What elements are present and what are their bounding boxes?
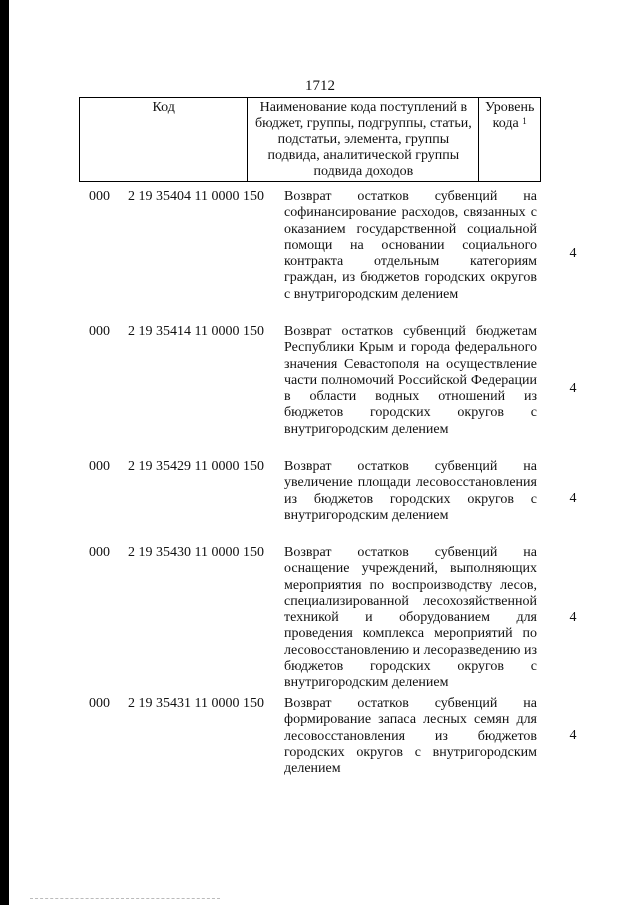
row-code-prefix: 000	[89, 696, 110, 711]
header-name-label: Наименование кода поступлений в бюджет, группы, подгруппы, статьи, подстатьи, элемента, группы подвида, аналитической группы подвида доходов	[255, 100, 472, 179]
row-level: 4	[569, 246, 577, 261]
table-body	[0, 189, 640, 782]
header-name	[248, 98, 479, 182]
table-row	[0, 189, 640, 324]
header-code	[80, 98, 248, 182]
row-level: 4	[569, 381, 577, 396]
row-code-prefix: 000	[89, 545, 110, 560]
table-row	[0, 459, 640, 545]
row-code-prefix: 000	[89, 459, 110, 474]
row-name: Возврат остатков субвенций бюджетам Республики Крым и города федерального значения Севастополя на осуществление части полномочий Российской Федерации в области водных отношений из бюджетов городских округов с внутригородским делением	[284, 324, 537, 437]
row-code-prefix: 000	[89, 189, 110, 204]
row-code: 2 19 35429 11 0000 150	[128, 459, 264, 474]
row-code: 2 19 35414 11 0000 150	[128, 324, 264, 339]
table-row	[0, 324, 640, 459]
row-name: Возврат остатков субвенций на формирование запаса лесных семян для лесовосстановления из бюджетов городских округов с внутригородским делением	[284, 696, 537, 777]
row-name: Возврат остатков субвенций на софинансирование расходов, связанных с оказанием государственной социальной помощи на основании социального контракта отдельным категориям граждан, из бюджетов городских округов с внутригородским делением	[284, 189, 537, 302]
row-level: 4	[569, 491, 577, 506]
header-code-label: Код	[152, 100, 175, 115]
row-name: Возврат остатков субвенций на оснащение учреждений, выполняющих мероприятия по воспроизводству лесов, специализированной лесохозяйственной техникой и оборудованием для проведения комплекса мероприятий по лесовосстановлению и лесоразведению из бюджетов городских округов с внутригородским делением	[284, 545, 537, 691]
row-code: 2 19 35404 11 0000 150	[128, 189, 264, 204]
row-name: Возврат остатков субвенций на увеличение площади лесовосстановления из бюджетов городских округов с внутригородским делением	[284, 459, 537, 523]
header-level	[479, 98, 541, 182]
scan-bottom-mark	[30, 898, 220, 899]
row-code: 2 19 35431 11 0000 150	[128, 696, 264, 711]
row-level: 4	[569, 728, 577, 743]
row-level: 4	[569, 610, 577, 625]
row-code-prefix: 000	[89, 324, 110, 339]
row-code: 2 19 35430 11 0000 150	[128, 545, 264, 560]
table-row	[0, 545, 640, 696]
header-level-label: Уровень кода	[485, 100, 535, 131]
page-number: 1712	[305, 78, 335, 94]
header-level-footnote: 1	[522, 116, 527, 126]
table-row	[0, 696, 640, 782]
table-header	[79, 97, 541, 182]
